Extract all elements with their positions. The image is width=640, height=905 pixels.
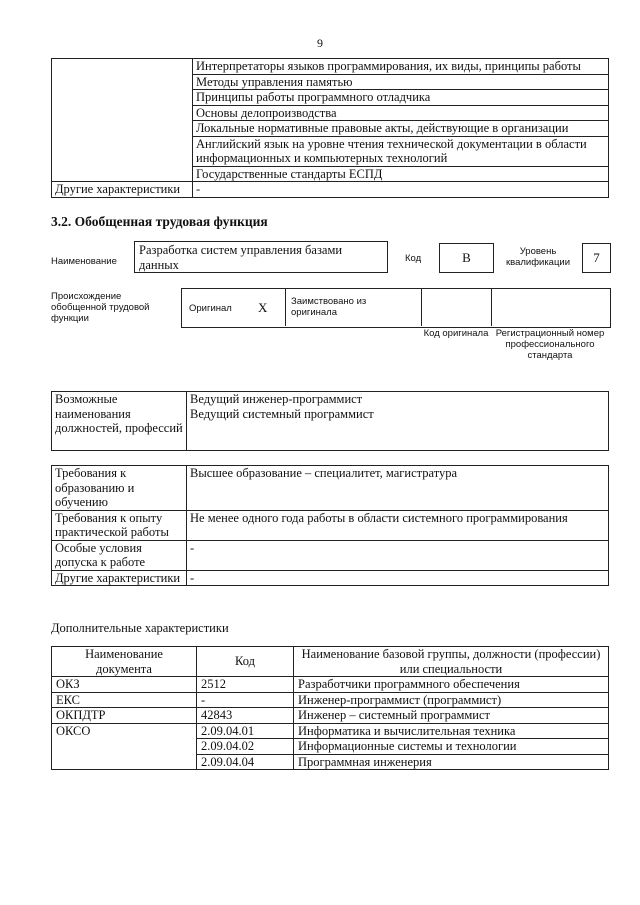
doc-name: ЕКС (52, 692, 197, 708)
table-row (52, 677, 609, 693)
divider (285, 288, 286, 326)
level-value: 7 (582, 243, 611, 273)
other-characteristics-label: Другие характеристики (52, 182, 193, 198)
doc-code: 2512 (197, 677, 294, 693)
header-cell: Наименование базовой группы, должности (профессии) или специальности (294, 647, 609, 677)
doc-name: ОКЗ (52, 677, 197, 693)
table-row: Интерпретаторы языков программирования, их виды, принципы работы (193, 59, 609, 75)
requirement-label: Требования к опыту практической работы (52, 510, 187, 540)
page-number: 9 (317, 36, 323, 50)
requirement-value: Не менее одного года работы в области системного программирования (187, 510, 609, 540)
section-heading: 3.2. Обобщенная трудовая функция (51, 214, 268, 229)
positions-label: Возможные наименования должностей, профессий (52, 392, 187, 451)
table-row: Английский язык на уровне чтения технической документации в области информационных и компьютерных технологий (193, 136, 609, 166)
code-value: B (439, 243, 494, 273)
original-label: Оригинал (189, 303, 232, 314)
header-cell: Код (197, 647, 294, 677)
doc-title: Разработчики программного обеспечения (294, 677, 609, 693)
additional-table (51, 646, 609, 770)
doc-code: 2.09.04.04 (197, 754, 294, 770)
doc-code: 2.09.04.01 (197, 723, 294, 739)
code-label: Код (405, 253, 422, 264)
other-characteristics-value: - (193, 182, 609, 198)
original-mark: X (258, 300, 268, 315)
requirement-label: Другие характеристики (52, 570, 187, 586)
level-label: Уровень квалификации (505, 246, 571, 268)
table-row (52, 723, 609, 739)
table-row (52, 708, 609, 724)
header-cell: Наименование документа (52, 647, 197, 677)
requirement-label: Особые условия допуска к работе (52, 540, 187, 570)
requirement-value: Высшее образование – специалитет, магистратура (187, 466, 609, 511)
table-row: Основы делопроизводства (193, 105, 609, 121)
registration-number-caption: Регистрационный номер профессионального стандарта (495, 328, 605, 361)
origin-label: Происхождение обобщенной трудовой функции (51, 291, 150, 324)
positions-values (187, 392, 609, 451)
doc-name: ОКСО (52, 723, 197, 770)
function-name-box: Разработка систем управления базами данных (134, 241, 388, 273)
doc-code: - (197, 692, 294, 708)
doc-title: Информационные системы и технологии (294, 739, 609, 755)
requirements-table (51, 465, 609, 586)
doc-title: Инженер – системный программист (294, 708, 609, 724)
table-row: Принципы работы программного отладчика (193, 90, 609, 106)
doc-code: 2.09.04.02 (197, 739, 294, 755)
table-row: Локальные нормативные правовые акты, действующие в организации (193, 121, 609, 137)
doc-code: 42843 (197, 708, 294, 724)
divider (491, 288, 492, 326)
original-code-caption: Код оригинала (423, 328, 489, 339)
name-label: Наименование (51, 256, 117, 267)
table-row (52, 692, 609, 708)
table-label-cell (52, 59, 193, 182)
borrowed-label: Заимствовано из оригинала (291, 296, 367, 318)
position-item: Ведущий инженер-программист (190, 392, 363, 406)
knowledge-table (51, 58, 609, 198)
requirement-value: - (187, 570, 609, 586)
doc-name: ОКПДТР (52, 708, 197, 724)
table-row: Методы управления памятью (193, 74, 609, 90)
requirement-label: Требования к образованию и обучению (52, 466, 187, 511)
doc-title: Информатика и вычислительная техника (294, 723, 609, 739)
positions-table (51, 391, 609, 451)
requirement-value: - (187, 540, 609, 570)
additional-title: Дополнительные характеристики (51, 621, 229, 635)
divider (421, 288, 422, 326)
doc-title: Программная инженерия (294, 754, 609, 770)
doc-title: Инженер-программист (программист) (294, 692, 609, 708)
position-item: Ведущий системный программист (190, 406, 374, 421)
table-row: Государственные стандарты ЕСПД (193, 166, 609, 182)
